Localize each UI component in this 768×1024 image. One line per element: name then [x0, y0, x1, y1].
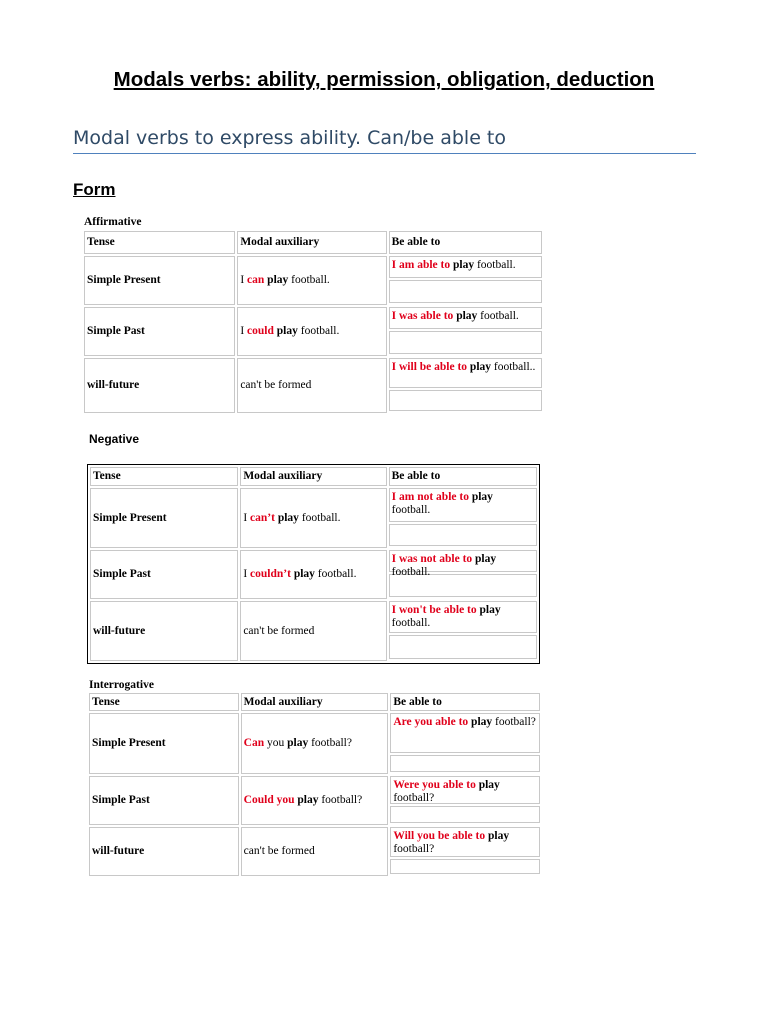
be-able-to-cell	[389, 601, 537, 661]
be-able-to-segment: Will you be able to	[393, 830, 486, 842]
column-header: Modal auxiliary	[240, 467, 386, 486]
empty-subcell	[389, 280, 542, 303]
empty-subcell	[390, 755, 540, 772]
be-able-to-segment: football.	[477, 310, 519, 322]
modal-segment: play	[273, 325, 298, 337]
interrogative-table	[87, 691, 542, 878]
empty-subcell	[389, 331, 542, 354]
modal-segment: you	[264, 737, 288, 749]
be-able-to-segment: football.	[391, 566, 431, 578]
be-able-to-segment: I	[391, 604, 399, 616]
modal-cell	[240, 601, 386, 661]
empty-subcell	[390, 806, 540, 823]
be-able-to-segment: play	[472, 553, 497, 565]
column-header: Tense	[84, 231, 235, 254]
modal-segment: play	[287, 737, 309, 749]
be-able-to-segment: was able to	[399, 310, 454, 322]
be-able-to-segment: am not able to	[399, 491, 469, 503]
modal-segment: can't be formed	[243, 624, 315, 637]
be-able-to-text	[389, 307, 542, 329]
tense-cell: Simple Present	[84, 256, 235, 305]
be-able-to-text	[389, 550, 537, 578]
table-row	[89, 713, 540, 774]
modal-segment: football.	[314, 568, 357, 580]
negative-table	[87, 464, 540, 664]
modal-segment: football.	[298, 511, 341, 524]
be-able-to-text	[390, 713, 540, 753]
tense-cell: Simple Past	[90, 550, 238, 599]
be-able-to-segment: play	[475, 779, 500, 791]
be-able-to-segment: play	[450, 259, 475, 271]
modal-segment: play	[264, 274, 289, 286]
be-able-to-segment: football?	[393, 843, 435, 855]
modal-segment: play	[290, 568, 315, 580]
table-row	[90, 601, 537, 661]
modal-cell	[241, 713, 389, 774]
be-able-to-cell	[390, 776, 540, 825]
table-row	[84, 358, 542, 413]
modal-segment: Could you	[243, 794, 295, 806]
column-header: Modal auxiliary	[237, 231, 386, 254]
table-row	[84, 307, 542, 356]
be-able-to-segment: I	[391, 259, 399, 271]
be-able-to-segment: I	[391, 361, 399, 373]
tense-cell: will-future	[84, 358, 235, 413]
be-able-to-segment: I	[391, 553, 399, 565]
modal-segment: football.	[297, 325, 340, 337]
negative-caption: Negative	[89, 432, 140, 446]
column-header: Tense	[90, 467, 238, 486]
modal-cell	[237, 256, 386, 305]
be-able-to-segment: am able to	[399, 259, 451, 271]
be-able-to-text	[389, 256, 542, 278]
modal-segment: I	[243, 511, 251, 524]
be-able-to-segment: football?	[393, 792, 435, 804]
be-able-to-cell	[389, 488, 537, 548]
table-row	[90, 550, 537, 599]
column-header: Modal auxiliary	[241, 693, 389, 711]
be-able-to-segment: play	[467, 361, 492, 373]
affirmative-table	[82, 229, 544, 415]
modal-segment: can't be formed	[240, 379, 312, 391]
be-able-to-cell	[389, 550, 537, 599]
be-able-to-segment: football.	[474, 259, 516, 271]
empty-subcell	[389, 390, 542, 411]
interrogative-caption: Interrogative	[89, 679, 154, 691]
modal-segment: I	[240, 325, 248, 337]
be-able-to-cell	[389, 256, 542, 305]
modal-segment: can't be formed	[243, 845, 315, 857]
table-row	[89, 776, 540, 825]
be-able-to-text	[389, 358, 542, 388]
modal-cell	[240, 550, 386, 599]
modal-segment: couldn’t	[250, 568, 291, 580]
be-able-to-segment: I	[391, 310, 399, 322]
be-able-to-segment: football.	[391, 617, 431, 629]
tense-cell: Simple Past	[89, 776, 239, 825]
be-able-to-segment: play	[476, 604, 501, 616]
be-able-to-segment: football..	[491, 361, 536, 373]
table-row	[90, 488, 537, 548]
modal-segment: football.	[288, 274, 330, 286]
modal-segment: football?	[318, 794, 363, 806]
form-heading: Form	[73, 180, 116, 199]
be-able-to-text	[390, 827, 540, 857]
empty-subcell	[389, 524, 537, 546]
modal-segment: can’t	[250, 511, 275, 524]
tense-cell: will-future	[90, 601, 238, 661]
column-header: Be able to	[389, 231, 542, 254]
header-row	[90, 467, 537, 486]
modal-cell	[237, 307, 386, 356]
modal-segment: Can	[243, 737, 265, 749]
tense-cell: Simple Past	[84, 307, 235, 356]
be-able-to-segment: football?	[492, 716, 536, 728]
modal-cell	[240, 488, 386, 548]
table-row	[89, 827, 540, 876]
be-able-to-segment: will be able to	[399, 361, 468, 373]
modal-segment: I	[240, 274, 248, 286]
column-header: Be able to	[390, 693, 540, 711]
header-row	[84, 231, 542, 254]
tense-cell: Simple Present	[89, 713, 239, 774]
table-row	[84, 256, 542, 305]
modal-cell	[237, 358, 386, 413]
affirmative-caption: Affirmative	[84, 216, 142, 228]
section-heading: Modal verbs to express ability. Can/be able to	[73, 127, 696, 154]
modal-segment: play	[294, 794, 319, 806]
be-able-to-cell	[390, 713, 540, 774]
be-able-to-cell	[389, 358, 542, 413]
be-able-to-segment: was not able to	[399, 553, 473, 565]
column-header: Tense	[89, 693, 239, 711]
tense-cell: Simple Present	[90, 488, 238, 548]
modal-segment: I	[243, 568, 251, 580]
header-row	[89, 693, 540, 711]
be-able-to-segment: won't be able to	[399, 604, 477, 616]
be-able-to-segment: play	[485, 830, 510, 842]
be-able-to-segment: play	[468, 716, 493, 728]
be-able-to-segment: Are you able to	[393, 716, 469, 728]
be-able-to-segment: play	[468, 491, 493, 503]
modal-segment: could	[247, 325, 274, 337]
be-able-to-segment: play	[453, 310, 478, 322]
be-able-to-segment: I	[391, 491, 399, 503]
modal-cell	[241, 776, 389, 825]
page-title: Modals verbs: ability, permission, obligation, deduction	[113, 68, 655, 91]
be-able-to-cell	[390, 827, 540, 876]
modal-segment: play	[274, 511, 299, 524]
be-able-to-text	[389, 488, 537, 522]
be-able-to-cell	[389, 307, 542, 356]
be-able-to-segment: football.	[391, 504, 431, 516]
modal-segment: can	[247, 274, 265, 286]
modal-segment: football?	[308, 737, 352, 749]
be-able-to-text	[389, 601, 537, 633]
empty-subcell	[390, 859, 540, 874]
be-able-to-segment: Were you able to	[393, 779, 476, 791]
empty-subcell	[389, 635, 537, 659]
tense-cell: will-future	[89, 827, 239, 876]
modal-cell	[241, 827, 389, 876]
column-header: Be able to	[389, 467, 537, 486]
be-able-to-text	[390, 776, 540, 804]
